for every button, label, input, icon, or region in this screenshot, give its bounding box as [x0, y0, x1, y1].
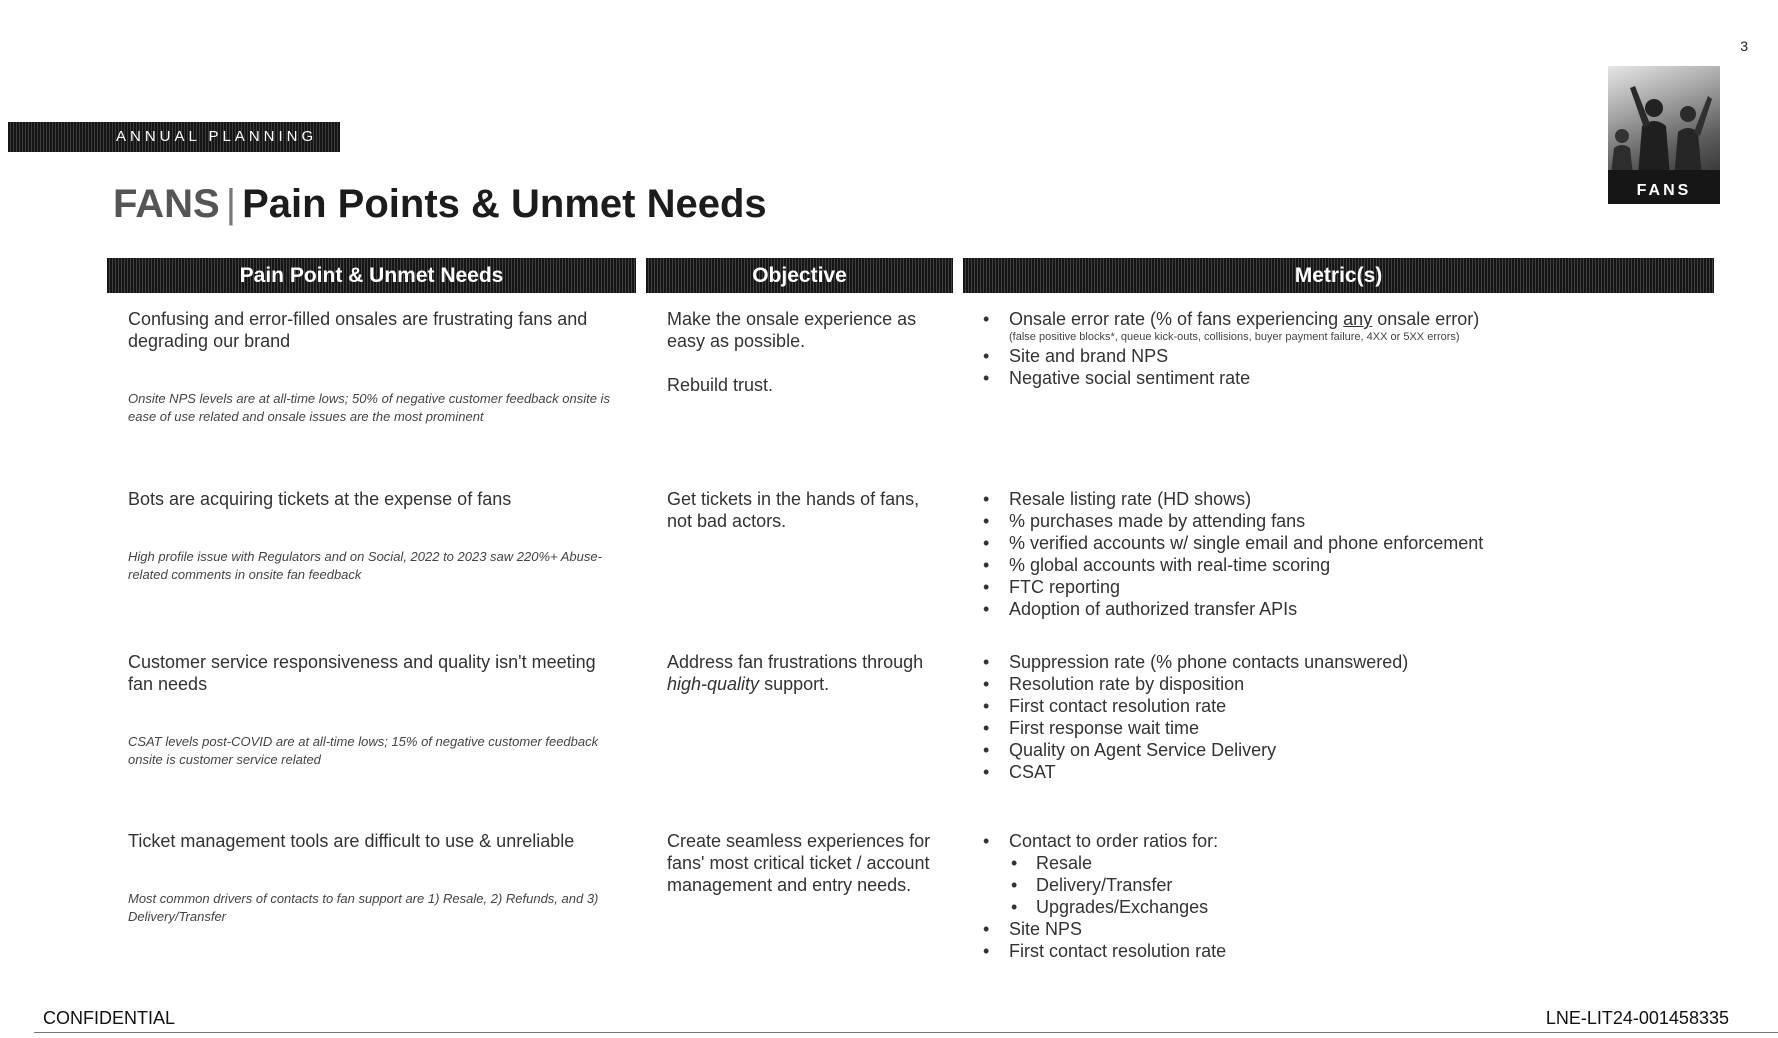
metric-item — [983, 308, 1703, 330]
column-header-objective: Objective — [646, 258, 953, 293]
metrics-list — [983, 830, 1703, 962]
metric-item: • First response wait time — [983, 717, 1703, 739]
objective-text: Create seamless experiences for fans' most critical ticket / account management and entry needs. — [667, 831, 931, 895]
metric-item: • Resale listing rate (HD shows) — [983, 488, 1703, 510]
metric-item: • Site and brand NPS — [983, 345, 1703, 367]
metric-emphasis: any — [1343, 309, 1373, 329]
objective-cell — [667, 651, 947, 695]
metrics-list — [983, 488, 1703, 620]
metrics-cell — [983, 651, 1703, 783]
metrics-cell — [983, 830, 1703, 962]
title-separator: | — [225, 182, 237, 226]
metric-item: • Suppression rate (% phone contacts unanswered) — [983, 651, 1703, 673]
pain-point-text: Bots are acquiring tickets at the expense of fans — [128, 489, 512, 509]
metric-item: • Resolution rate by disposition — [983, 673, 1703, 695]
title-main: Pain Points & Unmet Needs — [242, 182, 767, 226]
metric-item: • Site NPS — [983, 918, 1703, 940]
pain-point-note: Most common drivers of contacts to fan support are 1) Resale, 2) Refunds, and 3) Delivery/Transfer — [128, 891, 599, 924]
metrics-list — [983, 308, 1703, 389]
document-id: LNE-LIT24-001458335 — [1545, 1008, 1729, 1028]
metric-sub-item: • Resale — [983, 852, 1703, 874]
fans-image-tile — [1608, 66, 1720, 204]
metric-item: • % verified accounts w/ single email and phone enforcement — [983, 532, 1703, 554]
metrics-cell — [983, 308, 1703, 389]
column-header-pain-points: Pain Point & Unmet Needs — [107, 258, 636, 293]
fans-tile-label: FANS — [1636, 182, 1692, 199]
confidential-label: CONFIDENTIAL — [43, 1008, 176, 1028]
pain-point-cell — [128, 830, 618, 924]
metric-item: • First contact resolution rate — [983, 695, 1703, 717]
page-title — [113, 182, 767, 227]
objective-text: Get tickets in the hands of fans, not bad actors. — [667, 489, 920, 531]
objective-text-end: support. — [759, 674, 830, 694]
metric-item: • FTC reporting — [983, 576, 1703, 598]
metrics-cell — [983, 488, 1703, 620]
objective-text-start: Address fan frustrations through — [667, 652, 924, 672]
metric-item: • CSAT — [983, 761, 1703, 783]
metric-text-start: Onsale error rate (% of fans experiencing — [1009, 309, 1344, 329]
metric-detail-note: (false positive blocks*, queue kick-outs, collisions, buyer payment failure, 4XX or 5XX errors) — [1009, 331, 1460, 343]
objective-text-secondary: Rebuild trust. — [667, 375, 774, 395]
pain-point-note: High profile issue with Regulators and on Social, 2022 to 2023 saw 220%+ Abuse-related comments in onsite fan feedback — [128, 549, 602, 582]
pain-point-text: Customer service responsiveness and quality isn't meeting fan needs — [128, 652, 596, 694]
metric-text-end: onsale error) — [1372, 309, 1480, 329]
objective-text — [667, 651, 947, 695]
pain-point-note: CSAT levels post-COVID are at all-time lows; 15% of negative customer feedback onsite is customer service related — [128, 734, 599, 767]
objective-text: Make the onsale experience as easy as possible. — [667, 309, 917, 351]
metric-sub-item: • Delivery/Transfer — [983, 874, 1703, 896]
metric-item: • Negative social sentiment rate — [983, 367, 1703, 389]
metrics-list — [983, 651, 1703, 783]
pain-point-text: Ticket management tools are difficult to use & unreliable — [128, 831, 575, 851]
pain-point-cell — [128, 651, 618, 767]
objective-cell — [667, 308, 947, 396]
metric-item: • % purchases made by attending fans — [983, 510, 1703, 532]
metric-item: • First contact resolution rate — [983, 940, 1703, 962]
metric-sub-item: • Upgrades/Exchanges — [983, 896, 1703, 918]
page-number: 3 — [1740, 38, 1748, 54]
pain-point-text: Confusing and error-filled onsales are frustrating fans and degrading our brand — [128, 309, 588, 351]
objective-emphasis: high-quality — [667, 674, 760, 694]
pain-point-cell — [128, 308, 618, 424]
metric-item: • Adoption of authorized transfer APIs — [983, 598, 1703, 620]
section-tag: ANNUAL PLANNING — [8, 122, 340, 152]
objective-cell — [667, 830, 947, 896]
pain-point-note: Onsite NPS levels are at all-time lows; 50% of negative customer feedback onsite is ease of use related and onsale issues are the most prominent — [128, 391, 610, 424]
metric-item: • Contact to order ratios for: — [983, 830, 1703, 852]
pain-point-cell — [128, 488, 618, 582]
column-header-metrics: Metric(s) — [963, 258, 1714, 293]
objective-cell — [667, 488, 947, 532]
metric-item: • Quality on Agent Service Delivery — [983, 739, 1703, 761]
footer-divider — [34, 1032, 1778, 1033]
metric-item: • % global accounts with real-time scoring — [983, 554, 1703, 576]
title-prefix: FANS — [113, 182, 220, 226]
